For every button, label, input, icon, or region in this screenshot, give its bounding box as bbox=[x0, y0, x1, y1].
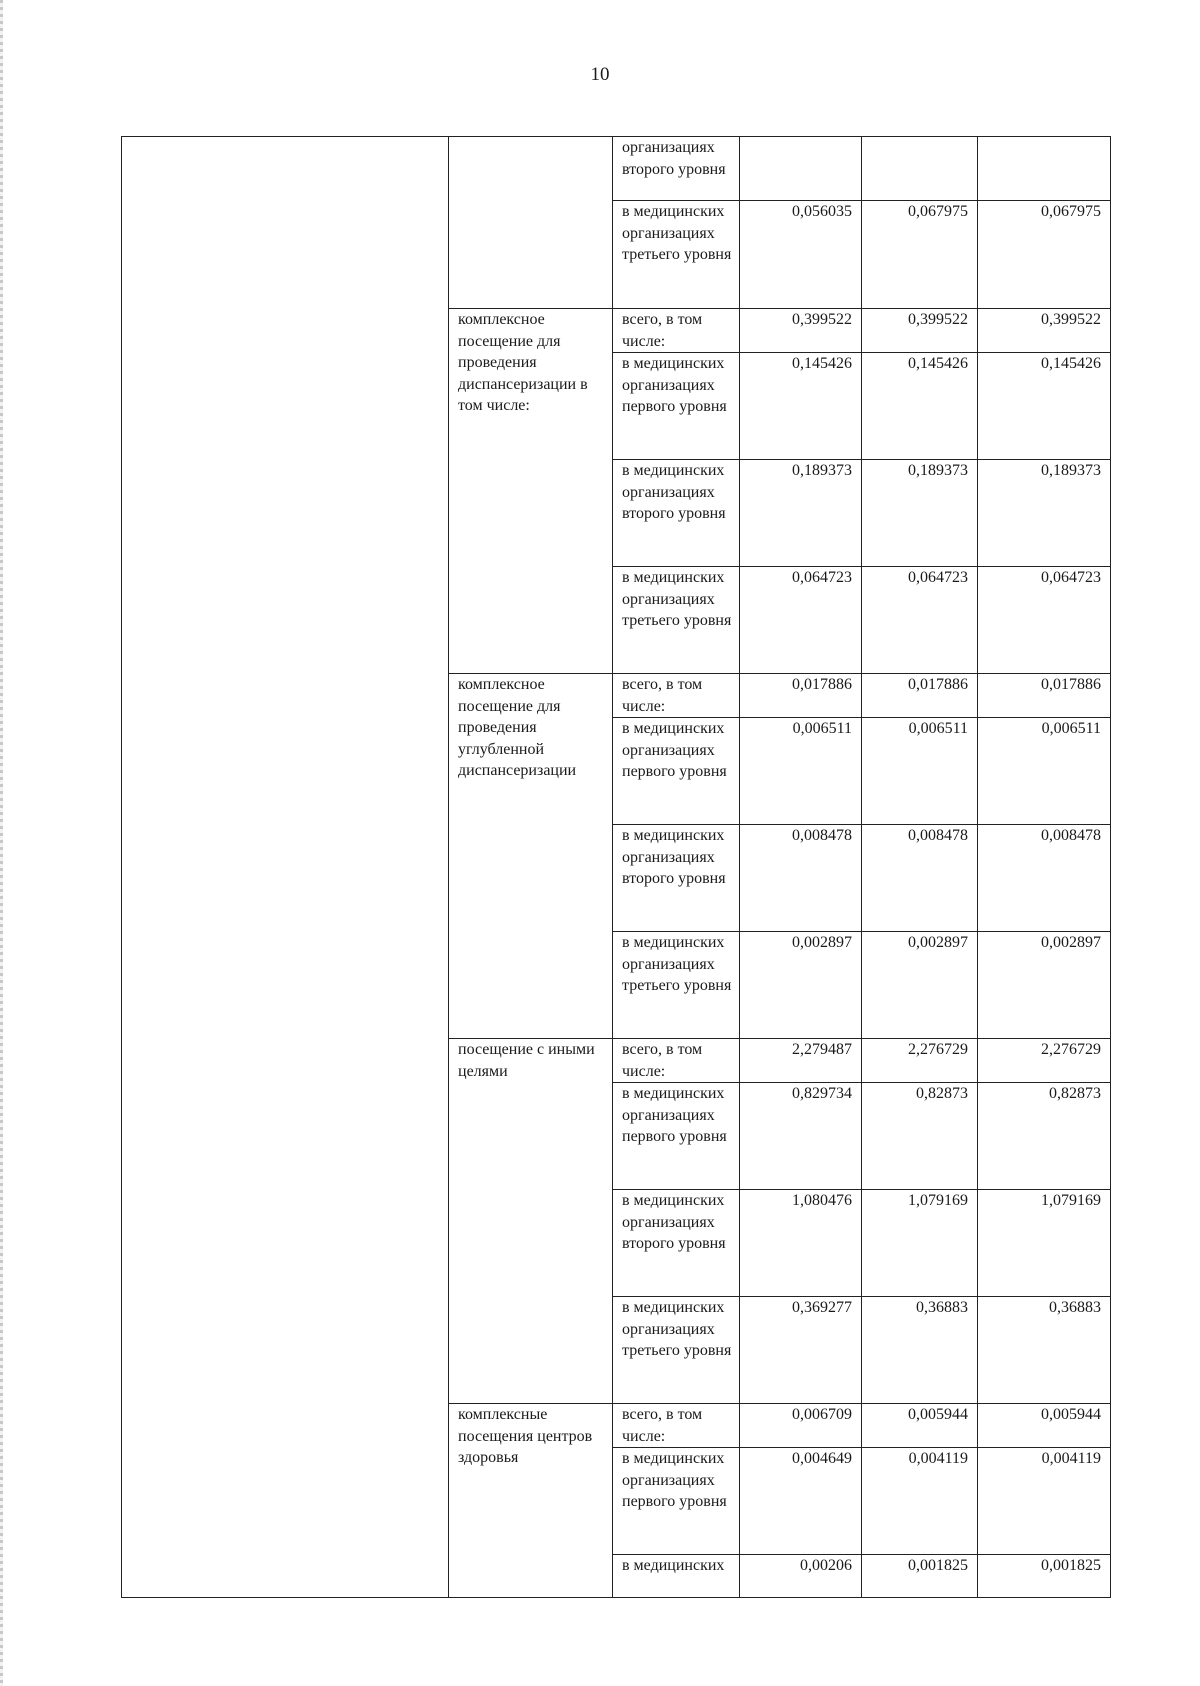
value-cell: 0,189373 bbox=[862, 460, 978, 567]
value-cell: 0,00206 bbox=[740, 1555, 862, 1598]
level-cell: всего, в том числе: bbox=[613, 1039, 740, 1083]
value-cell: 0,006709 bbox=[740, 1404, 862, 1448]
value-cell: 0,82873 bbox=[862, 1083, 978, 1190]
level-cell: в медицинских bbox=[613, 1555, 740, 1598]
value-cell: 0,005944 bbox=[862, 1404, 978, 1448]
level-cell: всего, в том числе: bbox=[613, 674, 740, 718]
value-cell: 0,145426 bbox=[740, 353, 862, 460]
value-cell: 0,017886 bbox=[740, 674, 862, 718]
value-cell bbox=[862, 137, 978, 201]
level-cell: всего, в том числе: bbox=[613, 309, 740, 353]
value-cell: 0,006511 bbox=[740, 718, 862, 825]
value-cell: 1,079169 bbox=[978, 1190, 1111, 1297]
value-cell: 0,064723 bbox=[978, 567, 1111, 674]
value-cell: 1,079169 bbox=[862, 1190, 978, 1297]
value-cell bbox=[978, 137, 1111, 201]
table-row bbox=[122, 137, 1111, 201]
value-cell: 0,005944 bbox=[978, 1404, 1111, 1448]
level-cell: в медицинских организациях третьего уровня bbox=[613, 932, 740, 1039]
value-cell: 0,008478 bbox=[740, 825, 862, 932]
value-cell: 0,001825 bbox=[862, 1555, 978, 1598]
visit-type-cell: посещение с иными целями bbox=[449, 1039, 613, 1404]
level-cell: в медицинских организациях второго уровня bbox=[613, 1190, 740, 1297]
value-cell: 2,276729 bbox=[862, 1039, 978, 1083]
value-cell: 0,017886 bbox=[862, 674, 978, 718]
value-cell: 0,064723 bbox=[740, 567, 862, 674]
page-number: 10 bbox=[590, 64, 610, 85]
value-cell: 2,279487 bbox=[740, 1039, 862, 1083]
level-cell: в медицинских организациях второго уровня bbox=[613, 825, 740, 932]
value-cell: 0,067975 bbox=[862, 201, 978, 309]
value-cell: 0,36883 bbox=[978, 1297, 1111, 1404]
level-cell: организациях второго уровня bbox=[613, 137, 740, 201]
value-cell: 0,056035 bbox=[740, 201, 862, 309]
level-cell: в медицинских организациях первого уровня bbox=[613, 718, 740, 825]
value-cell: 0,399522 bbox=[978, 309, 1111, 353]
value-cell: 0,008478 bbox=[978, 825, 1111, 932]
value-cell: 0,008478 bbox=[862, 825, 978, 932]
value-cell: 0,145426 bbox=[978, 353, 1111, 460]
visit-type-cell bbox=[449, 137, 613, 309]
visit-type-cell: комплексное посещение для проведения диспансеризации в том числе: bbox=[449, 309, 613, 674]
document-table bbox=[121, 136, 1111, 1598]
value-cell: 0,064723 bbox=[862, 567, 978, 674]
level-cell: в медицинских организациях первого уровня bbox=[613, 1083, 740, 1190]
scan-edge-artifact bbox=[0, 0, 3, 1686]
level-cell: в медицинских организациях первого уровня bbox=[613, 353, 740, 460]
value-cell: 0,145426 bbox=[862, 353, 978, 460]
level-cell: в медицинских организациях третьего уровня bbox=[613, 567, 740, 674]
value-cell bbox=[740, 137, 862, 201]
level-cell: всего, в том числе: bbox=[613, 1404, 740, 1448]
value-cell: 0,006511 bbox=[978, 718, 1111, 825]
value-cell: 0,004649 bbox=[740, 1448, 862, 1555]
value-cell: 0,829734 bbox=[740, 1083, 862, 1190]
value-cell: 0,002897 bbox=[862, 932, 978, 1039]
value-cell: 0,067975 bbox=[978, 201, 1111, 309]
value-cell: 0,004119 bbox=[978, 1448, 1111, 1555]
value-cell: 0,017886 bbox=[978, 674, 1111, 718]
category-cell bbox=[122, 137, 449, 1598]
value-cell: 2,276729 bbox=[978, 1039, 1111, 1083]
value-cell: 0,399522 bbox=[740, 309, 862, 353]
level-cell: в медицинских организациях третьего уровня bbox=[613, 201, 740, 309]
level-cell: в медицинских организациях третьего уровня bbox=[613, 1297, 740, 1404]
value-cell: 0,004119 bbox=[862, 1448, 978, 1555]
visit-type-cell: комплексные посещения центров здоровья bbox=[449, 1404, 613, 1598]
level-cell: в медицинских организациях первого уровня bbox=[613, 1448, 740, 1555]
value-cell: 0,002897 bbox=[978, 932, 1111, 1039]
value-cell: 0,002897 bbox=[740, 932, 862, 1039]
visit-type-cell: комплексное посещение для проведения углубленной диспансеризации bbox=[449, 674, 613, 1039]
value-cell: 1,080476 bbox=[740, 1190, 862, 1297]
value-cell: 0,189373 bbox=[978, 460, 1111, 567]
value-cell: 0,36883 bbox=[862, 1297, 978, 1404]
value-cell: 0,189373 bbox=[740, 460, 862, 567]
value-cell: 0,369277 bbox=[740, 1297, 862, 1404]
value-cell: 0,399522 bbox=[862, 309, 978, 353]
value-cell: 0,006511 bbox=[862, 718, 978, 825]
value-cell: 0,82873 bbox=[978, 1083, 1111, 1190]
value-cell: 0,001825 bbox=[978, 1555, 1111, 1598]
level-cell: в медицинских организациях второго уровня bbox=[613, 460, 740, 567]
